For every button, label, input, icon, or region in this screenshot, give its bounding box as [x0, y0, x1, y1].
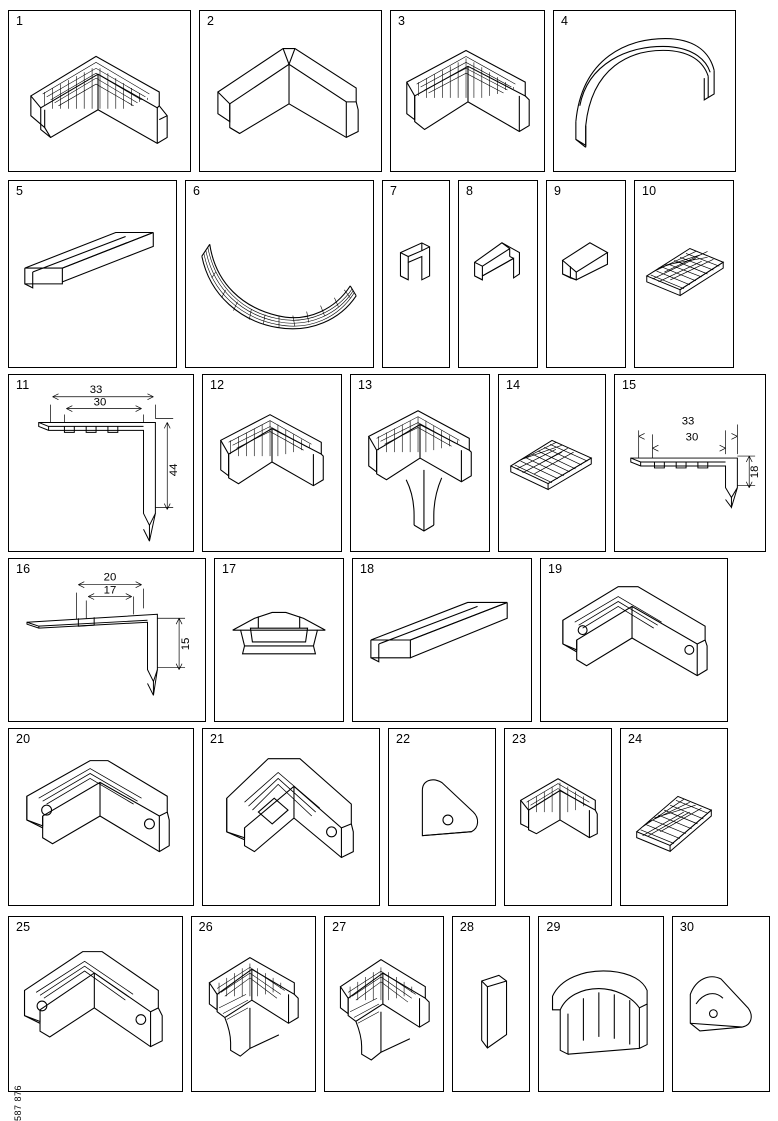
part-number-12: 12 [210, 378, 225, 392]
part-number-26: 26 [198, 920, 213, 934]
part-cell-17[interactable] [214, 558, 344, 722]
part-cell-30[interactable] [672, 916, 770, 1092]
part-drawing-curved-trim-arc [554, 11, 735, 171]
part-number-23: 23 [512, 732, 527, 746]
dim-11-top-inner: 30 [93, 396, 107, 409]
part-number-1: 1 [16, 14, 24, 28]
parts-row-3 [8, 374, 770, 552]
parts-row-4 [8, 558, 770, 722]
part-drawing-corner-bracket-plate [203, 729, 379, 905]
part-cell-19[interactable] [540, 558, 728, 722]
part-drawing-profile-section-33-30-18 [615, 375, 765, 551]
part-cell-13[interactable] [350, 374, 490, 552]
part-cell-20[interactable] [8, 728, 194, 906]
part-number-9: 9 [554, 184, 562, 198]
part-number-25: 25 [16, 920, 31, 934]
part-drawing-curved-ribbed-strip [186, 181, 373, 367]
part-cell-18[interactable] [352, 558, 532, 722]
part-cell-3[interactable] [390, 10, 545, 172]
part-drawing-profile-section-20-17-15 [9, 559, 205, 721]
part-drawing-corner-textured-peak [351, 375, 489, 551]
part-number-14: 14 [506, 378, 521, 392]
part-drawing-corner-textured-inner [203, 375, 341, 551]
part-drawing-corner-trim-plain [200, 11, 381, 171]
part-cell-2[interactable] [199, 10, 382, 172]
parts-row-2 [8, 180, 770, 368]
part-drawing-wedge-block [453, 917, 529, 1091]
dim-16-top-outer: 20 [103, 571, 117, 584]
part-drawing-finned-end-piece [539, 917, 663, 1091]
parts-row-1 [8, 10, 770, 172]
part-number-4: 4 [561, 14, 569, 28]
part-drawing-curved-end-cap [673, 917, 769, 1091]
part-drawing-straight-strip [9, 181, 176, 367]
part-cell-27[interactable] [324, 916, 444, 1092]
part-number-29: 29 [546, 920, 561, 934]
dim-11-top-outer: 33 [89, 383, 103, 396]
part-cell-28[interactable] [452, 916, 530, 1092]
part-drawing-small-clip-a [383, 181, 449, 367]
part-number-10: 10 [642, 184, 657, 198]
part-drawing-straight-strip-2 [353, 559, 531, 721]
part-cell-10[interactable] [634, 180, 734, 368]
part-number-5: 5 [16, 184, 24, 198]
part-drawing-corner-ribbed-a [192, 917, 316, 1091]
part-number-21: 21 [210, 732, 225, 746]
part-cell-11[interactable] [8, 374, 194, 552]
part-drawing-corner-ribbed-b [325, 917, 443, 1091]
part-cell-21[interactable] [202, 728, 380, 906]
part-number-15: 15 [622, 378, 637, 392]
part-cell-16[interactable] [8, 558, 206, 722]
part-number-30: 30 [679, 920, 695, 934]
part-drawing-corner-bracket-grooved [541, 559, 727, 721]
part-number-27: 27 [332, 920, 347, 934]
part-number-17: 17 [222, 562, 237, 576]
sheet-code: 587 876 [13, 1084, 24, 1121]
part-cell-24[interactable] [620, 728, 728, 906]
part-number-11: 11 [16, 378, 30, 392]
part-drawing-tube-gasket-section [215, 559, 343, 721]
part-number-2: 2 [207, 14, 215, 28]
part-drawing-corner-textured-small [505, 729, 611, 905]
part-drawing-end-cap-dome [389, 729, 495, 905]
part-cell-29[interactable] [538, 916, 664, 1092]
part-number-3: 3 [398, 14, 406, 28]
part-drawing-ribbed-pad-small [499, 375, 605, 551]
part-number-8: 8 [466, 184, 474, 198]
part-drawing-ribbed-pad-angled [621, 729, 727, 905]
dim-15-top-outer: 33 [681, 415, 695, 428]
part-drawing-profile-section-33-30-44 [9, 375, 193, 551]
part-drawing-ribbed-pad [635, 181, 733, 367]
part-cell-22[interactable] [388, 728, 496, 906]
part-cell-26[interactable] [191, 916, 317, 1092]
part-number-13: 13 [358, 378, 373, 392]
part-number-6: 6 [193, 184, 201, 198]
part-number-28: 28 [459, 920, 475, 934]
part-number-22: 22 [396, 732, 411, 746]
dim-16-vertical: 15 [179, 637, 192, 651]
part-drawing-small-clip-b [459, 181, 537, 367]
parts-row-6 [8, 916, 770, 1092]
part-drawing-corner-bracket-large [9, 917, 182, 1091]
part-drawing-corner-trim-textured [9, 11, 190, 171]
part-cell-14[interactable] [498, 374, 606, 552]
part-cell-4[interactable] [553, 10, 736, 172]
part-number-24: 24 [628, 732, 643, 746]
part-cell-5[interactable] [8, 180, 177, 368]
part-drawing-corner-trim-textured2 [391, 11, 544, 171]
part-drawing-corner-bracket-holes [9, 729, 193, 905]
part-number-20: 20 [16, 732, 31, 746]
part-cell-8[interactable] [458, 180, 538, 368]
part-drawing-small-clip-c [547, 181, 625, 367]
part-cell-9[interactable] [546, 180, 626, 368]
part-cell-12[interactable] [202, 374, 342, 552]
dim-11-vertical: 44 [168, 463, 181, 477]
dim-15-vertical: 18 [749, 465, 762, 479]
part-cell-15[interactable] [614, 374, 766, 552]
part-cell-7[interactable] [382, 180, 450, 368]
part-cell-6[interactable] [185, 180, 374, 368]
dim-15-top-inner: 30 [685, 431, 699, 444]
part-number-19: 19 [548, 562, 563, 576]
part-cell-1[interactable] [8, 10, 191, 172]
part-cell-23[interactable] [504, 728, 612, 906]
part-number-7: 7 [390, 184, 398, 198]
part-number-18: 18 [360, 562, 375, 576]
part-cell-25[interactable] [8, 916, 183, 1092]
parts-row-5 [8, 728, 770, 906]
part-number-16: 16 [16, 562, 31, 576]
dim-16-top-inner: 17 [103, 584, 117, 597]
